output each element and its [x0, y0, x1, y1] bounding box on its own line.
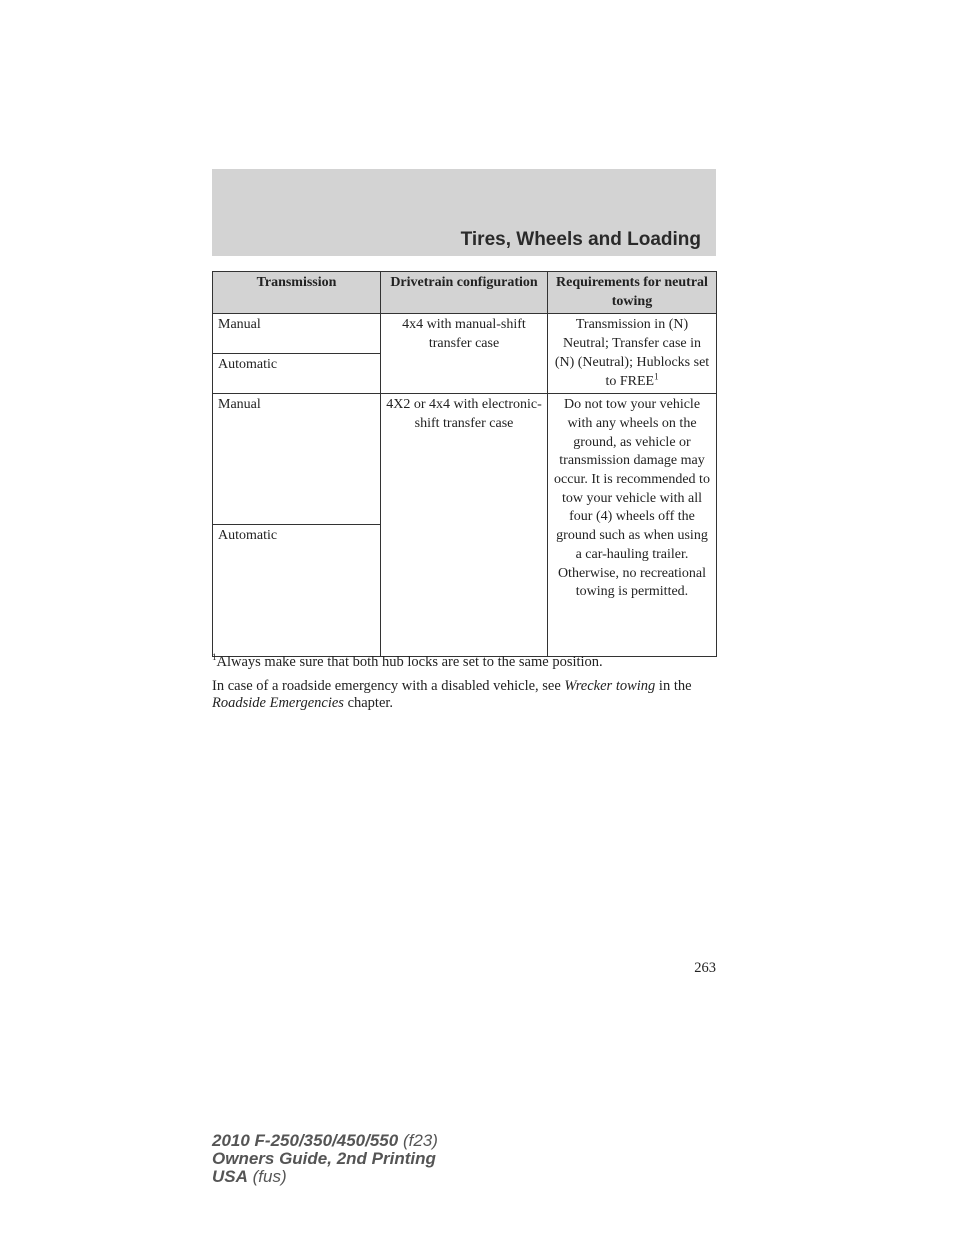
- wrecker-towing-reference: Wrecker towing: [564, 678, 656, 694]
- transmission-cell: Manual: [213, 394, 381, 525]
- footer-model-line: [212, 1132, 438, 1150]
- transmission-cell: Automatic: [213, 354, 381, 394]
- footer-market-code: (fus): [247, 1167, 287, 1186]
- header-drivetrain: Drivetrain configuration: [381, 272, 548, 314]
- paragraph-suffix: chapter.: [343, 694, 394, 711]
- footer-market-line: [212, 1168, 438, 1186]
- table-row: [213, 314, 717, 354]
- requirement-cell: Do not tow your vehicle with any wheels on the ground, as vehicle or transmission damage may occur. It is recommended to tow your vehicle with all four (4) wheels off the ground such as when using a car-hauling trailer. Otherwise, no recreational towing is permitted.: [548, 394, 717, 657]
- table-row: [213, 394, 717, 525]
- drivetrain-cell: 4x4 with manual-shift transfer case: [381, 314, 548, 394]
- paragraph-middle: in the: [655, 678, 692, 694]
- neutral-towing-table: [212, 271, 717, 657]
- requirement-cell: [548, 314, 717, 394]
- header-requirements: Requirements for neutral towing: [548, 272, 717, 314]
- requirement-text: Transmission in (N) Neutral; Transfer case in (N) (Neutral); Hublocks set to FREE: [554, 317, 710, 389]
- transmission-cell: Manual: [213, 314, 381, 354]
- footer-model-code: (f23): [398, 1131, 438, 1150]
- footer-model: 2010 F-250/350/450/550: [212, 1131, 399, 1150]
- document-footer: [212, 1132, 438, 1186]
- footnote-number: 1: [212, 652, 217, 663]
- page-number: 263: [694, 960, 716, 976]
- footnote-marker: 1: [654, 370, 659, 381]
- table-header-row: [213, 272, 717, 314]
- section-header-band: [212, 169, 716, 256]
- roadside-emergencies-reference: Roadside Emergencies: [212, 694, 344, 711]
- footer-market: USA: [212, 1167, 248, 1186]
- footnote-text: Always make sure that both hub locks are set to the same position.: [216, 654, 603, 670]
- table-footnote: [212, 654, 722, 671]
- roadside-emergency-paragraph: [212, 678, 712, 711]
- section-title: Tires, Wheels and Loading: [460, 229, 701, 250]
- transmission-cell: Automatic: [213, 525, 381, 657]
- header-transmission: Transmission: [213, 272, 381, 314]
- footer-edition-line: Owners Guide, 2nd Printing: [212, 1149, 436, 1168]
- paragraph-prefix: In case of a roadside emergency with a disabled vehicle, see: [212, 678, 565, 694]
- drivetrain-cell: 4X2 or 4x4 with electronic-shift transfer case: [381, 394, 548, 657]
